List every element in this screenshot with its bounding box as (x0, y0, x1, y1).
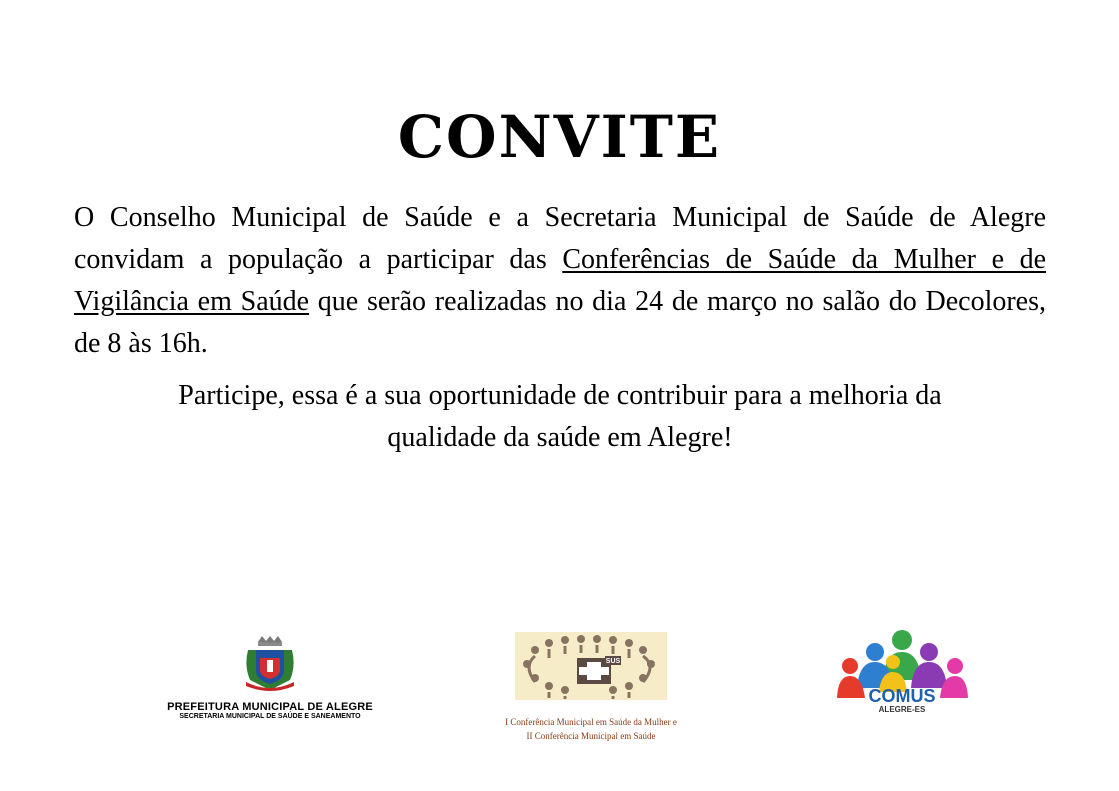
conference-logo (495, 632, 687, 743)
prefeitura-logo (165, 636, 375, 720)
sus-badge: SUS (605, 658, 621, 665)
paragraph-text-before: O Conselho Municipal de Saúde e a Secretaria Municipal de Saúde de Alegre convidam a população a participar das (74, 202, 1046, 275)
invitation-paragraph (74, 197, 1046, 365)
coat-of-arms-icon (240, 636, 300, 692)
people-group-icon (835, 628, 970, 716)
comus-logo (835, 628, 970, 721)
conference-caption-1: I Conferência Municipal em Saúde da Mulher e (505, 717, 677, 727)
prefeitura-sub: SECRETARIA MUNICIPAL DE SAÚDE E SANEAMENTO (179, 713, 361, 720)
paragraph-text-after: que serão realizadas no dia 24 de março no salão do Decolores, de 8 às 16h. (74, 286, 1046, 359)
people-circle-icon (515, 632, 667, 700)
conference-name: Conferências de Saúde da Mulher e de Vigilância em Saúde (74, 244, 1046, 317)
call-to-action (74, 375, 1046, 459)
comus-name: COMUS (868, 686, 936, 706)
prefeitura-name: PREFEITURA MUNICIPAL DE ALEGRE (167, 701, 373, 713)
comus-sub: ALEGRE-ES (878, 705, 926, 714)
call-line-1: Participe, essa é a sua oportunidade de contribuir para a melhoria da (178, 380, 942, 411)
page-title: CONVITE (397, 103, 722, 171)
conference-caption-2: II Conferência Municipal em Saúde (526, 731, 656, 741)
call-line-2: qualidade da saúde em Alegre! (387, 422, 733, 453)
